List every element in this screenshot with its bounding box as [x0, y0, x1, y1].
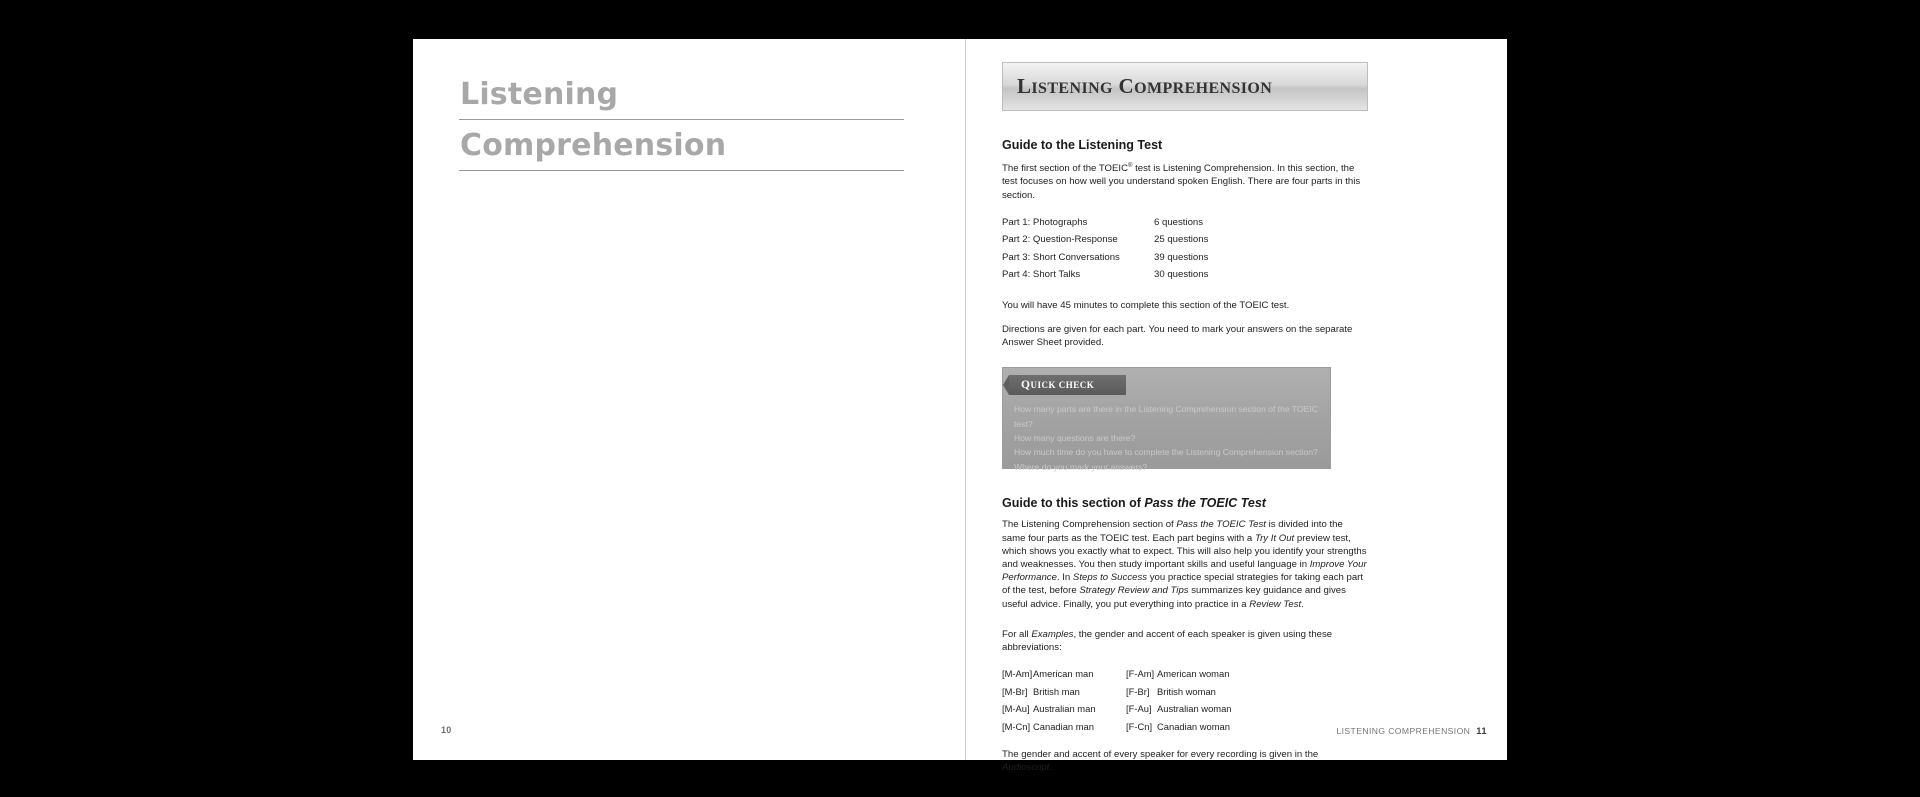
page-number-right: 11: [1476, 725, 1487, 736]
chapter-title-line-2: [459, 129, 904, 171]
list-item: How much time do you have to complete the Listening Comprehension section?: [1014, 447, 1318, 458]
abbrev-name-female: Australian woman: [1157, 703, 1232, 715]
chapter-title-text-2: Comprehension: [460, 128, 727, 163]
section-banner: [1002, 62, 1368, 111]
abbrev-code-male: [M-Am]: [1002, 668, 1033, 680]
chapter-title: [459, 78, 904, 180]
quick-check-box: [1002, 367, 1331, 472]
abbrev-code-female: [F-Au]: [1126, 703, 1152, 715]
examples-note: For all Examples, the gender and accent of each speaker is given using these abbreviations:: [1002, 628, 1333, 654]
abbrev-code-male: [M-Au]: [1002, 703, 1030, 715]
abbrev-name-female: Canadian woman: [1157, 720, 1230, 732]
list-item: Where do you mark your answers?: [1014, 461, 1148, 472]
part-name: Part 3: Short Conversations: [1002, 251, 1120, 263]
page-number-left: 10: [441, 725, 452, 735]
abbrev-name-female: British woman: [1157, 685, 1216, 697]
quick-check-label: QUICK CHECK: [1021, 379, 1095, 392]
table-row: [1002, 252, 1208, 270]
directions-note: Directions are given for each part. You need to mark your answers on the separate Answer Sheet provided.: [1002, 324, 1353, 349]
left-page: [413, 39, 966, 760]
table-row: [1002, 269, 1208, 287]
quick-check-tab: [1009, 375, 1126, 395]
abbrev-code-male: [M-Cn]: [1002, 720, 1031, 732]
parts-table: [1002, 217, 1208, 287]
abbrev-name-male: American man: [1033, 668, 1094, 680]
abbrev-code-male: [M-Br]: [1002, 685, 1028, 697]
chapter-title-line-1: [459, 78, 904, 120]
table-row: [1002, 234, 1208, 252]
page-footer-right: [1336, 725, 1487, 736]
list-item: How many questions are there?: [1014, 433, 1136, 443]
part-questions: 39 questions: [1154, 251, 1209, 263]
guide-listening-heading: Guide to the Listening Test: [1002, 138, 1163, 152]
abbrev-name-male: Canadian man: [1033, 720, 1094, 732]
abbrev-code-female: [F-Cn]: [1126, 720, 1153, 732]
abbrev-name-female: American woman: [1157, 668, 1230, 680]
guide-listening-intro: The first section of the TOEIC® test is Listening Comprehension. In this section, the test focuses on how well you understand spoken English. There are four parts in this section.: [1002, 163, 1361, 201]
guide-section-paragraph: The Listening Comprehension section of Pass the TOEIC Test is divided into the same four parts as the TOEIC test. Each part begins with a Try It Out preview test, which shows you exactly what to expect. This will also help you identify your strengths and weaknesses. You then study important skills and useful language in Improve Your Performance. In Steps to Success you practice special strategies for taking each part of the test, before Strategy Review and Tips summarizes key guidance and gives useful advice. Finally, you put everything into practice in a Review Test.: [1002, 519, 1367, 610]
table-row: [1002, 668, 1232, 686]
list-item: How many parts are there in the Listening Comprehension section of the TOEIC test?: [1014, 404, 1318, 429]
abbreviations-table: [1002, 668, 1232, 738]
part-questions: 30 questions: [1154, 269, 1209, 281]
part-name: Part 4: Short Talks: [1002, 269, 1081, 281]
part-name: Part 2: Question-Response: [1002, 234, 1118, 246]
abbrev-name-male: Australian man: [1033, 703, 1096, 715]
abbrev-code-female: [F-Am]: [1126, 668, 1155, 680]
part-questions: 25 questions: [1154, 234, 1209, 246]
table-row: [1002, 217, 1208, 235]
running-head: LISTENING COMPREHENSION: [1336, 726, 1471, 736]
book-spread: [413, 39, 1507, 774]
quick-check-list: [1014, 402, 1319, 473]
right-page: [966, 39, 1507, 774]
time-note: You will have 45 minutes to complete this section of the TOEIC test.: [1002, 299, 1290, 311]
chapter-title-text-1: Listening: [460, 77, 619, 112]
table-row: [1002, 703, 1232, 721]
abbrev-code-female: [F-Br]: [1126, 685, 1150, 697]
abbrev-name-male: British man: [1033, 685, 1080, 697]
part-questions: 6 questions: [1154, 216, 1204, 228]
audioscript-note: The gender and accent of every speaker for every recording is given in the Audioscript.: [1002, 749, 1319, 774]
table-row: [1002, 686, 1232, 704]
section-banner-title: LISTENING COMPREHENSION: [1017, 74, 1273, 98]
guide-section-heading: Guide to this section of Pass the TOEIC Test: [1002, 496, 1266, 511]
table-row: [1002, 721, 1232, 739]
part-name: Part 1: Photographs: [1002, 216, 1088, 228]
